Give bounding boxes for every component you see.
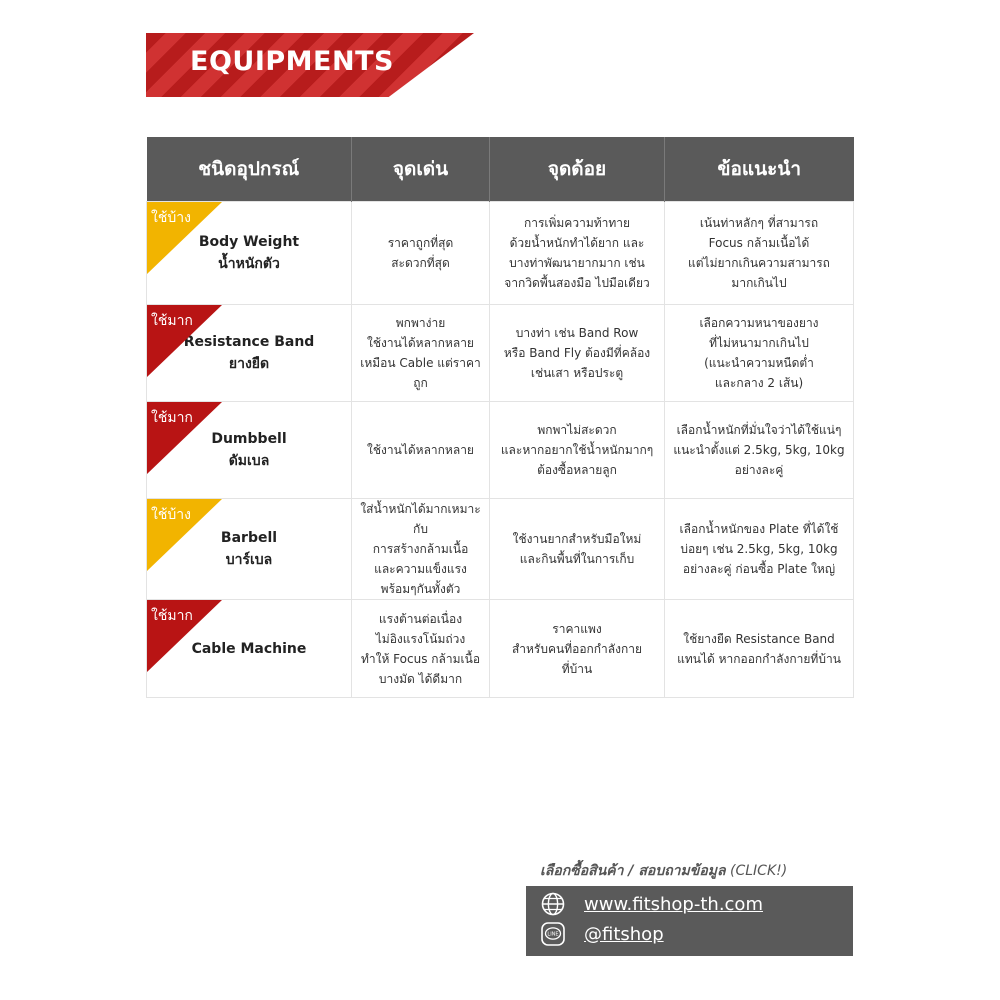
cons-line: เช่นเสา หรือประตู bbox=[530, 366, 624, 380]
table-row bbox=[147, 305, 854, 402]
pros-line: พกพาง่าย bbox=[395, 316, 446, 330]
cons-line: บางท่าพัฒนายากมาก เช่น bbox=[509, 256, 645, 270]
usage-tag: ใช้บ้าง bbox=[151, 507, 191, 523]
pros-line: พร้อมๆกันทั้งตัว bbox=[380, 582, 461, 596]
pros-line: ใช้งานได้หลากหลาย bbox=[367, 336, 474, 350]
pros-cell bbox=[352, 202, 490, 305]
pros-line: ทำให้ Focus กล้ามเนื้อ bbox=[360, 651, 481, 666]
equipment-name-en: Body Weight bbox=[198, 234, 300, 250]
cons-line: จากวิดพื้นสองมือ ไปมือเดียว bbox=[504, 276, 650, 290]
usage-tag: ใช้มาก bbox=[151, 313, 193, 329]
pros-line: ใส่น้ำหนักได้มากเหมาะกับ bbox=[360, 502, 481, 536]
column-header-tips: ข้อแนะนำ bbox=[665, 137, 854, 202]
pros-cell bbox=[352, 600, 490, 698]
pros-line: เหมือน Cable แต่ราคาถูก bbox=[360, 356, 481, 390]
equipment-name-th: น้ำหนักตัว bbox=[218, 256, 280, 272]
cons-line: และกินพื้นที่ในการเก็บ bbox=[519, 552, 635, 566]
contact-box bbox=[526, 886, 853, 956]
tips-line: Focus กล้ามเนื้อได้ bbox=[708, 236, 810, 250]
cons-line: การเพิ่มความท้าทาย bbox=[523, 216, 631, 230]
tips-line: ที่ไม่หนามากเกินไป bbox=[709, 336, 809, 350]
line-icon-text: LINE bbox=[547, 931, 559, 938]
pros-line: ไม่อิงแรงโน้มถ่วง bbox=[375, 631, 466, 646]
line-row[interactable] bbox=[540, 920, 664, 948]
cons-cell bbox=[490, 305, 665, 402]
column-header-cons: จุดด้อย bbox=[490, 137, 665, 202]
cons-line: ราคาแพง bbox=[552, 621, 602, 636]
cons-line: บางท่า เช่น Band Row bbox=[515, 326, 639, 340]
cta-text[interactable] bbox=[540, 860, 787, 882]
tips-cell bbox=[665, 202, 854, 305]
usage-tag: ใช้มาก bbox=[151, 608, 193, 624]
tips-line: เลือกน้ำหนักของ Plate ที่ได้ใช้ bbox=[679, 522, 839, 536]
tips-line: เน้นท่าหลักๆ ที่สามารถ bbox=[699, 216, 819, 230]
cons-line: หรือ Band Fly ต้องมีที่คล้อง bbox=[503, 346, 651, 360]
column-header-pros: จุดเด่น bbox=[352, 137, 490, 202]
equipment-name-en: Cable Machine bbox=[191, 640, 307, 657]
pros-cell bbox=[352, 402, 490, 499]
equipment-name-en: Barbell bbox=[220, 530, 278, 546]
tips-line: (แนะนำความหนืดต่ำ bbox=[704, 356, 814, 370]
equipment-name-th: บาร์เบล bbox=[225, 552, 273, 568]
pros-line: ใช้งานได้หลากหลาย bbox=[367, 443, 474, 457]
pros-line: และความแข็งแรง bbox=[374, 562, 467, 576]
tips-line: เลือกน้ำหนักที่มั่นใจว่าได้ใช้แน่ๆ bbox=[676, 423, 842, 437]
equipment-name-en: Dumbbell bbox=[211, 431, 287, 447]
cons-line: สำหรับคนที่ออกกำลังกาย bbox=[511, 641, 643, 656]
pros-line: บางมัด ได้ดีมาก bbox=[378, 671, 463, 686]
equipment-cell bbox=[147, 402, 352, 499]
website-row[interactable] bbox=[540, 890, 763, 918]
tips-line: และกลาง 2 เส้น) bbox=[714, 376, 804, 390]
pros-cell bbox=[352, 499, 490, 600]
equipment-table bbox=[146, 137, 854, 698]
cta-click: (CLICK!) bbox=[730, 863, 788, 879]
tips-line: เลือกความหนาของยาง bbox=[699, 316, 819, 330]
table-row bbox=[147, 600, 854, 698]
cons-line: ใช้งานยากสำหรับมือใหม่ bbox=[512, 532, 642, 546]
pros-line: สะดวกที่สุด bbox=[391, 256, 450, 270]
page-title: EQUIPMENTS bbox=[190, 46, 394, 77]
equipment-name-th: ยางยืด bbox=[228, 356, 270, 372]
tips-cell bbox=[665, 600, 854, 698]
tips-line: บ่อยๆ เช่น 2.5kg, 5kg, 10kg bbox=[680, 542, 838, 556]
equipment-cell bbox=[147, 305, 352, 402]
tips-line: อย่างละคู่ bbox=[734, 463, 784, 477]
usage-tag: ใช้มาก bbox=[151, 410, 193, 426]
usage-tag: ใช้บ้าง bbox=[151, 210, 191, 226]
cons-line: และหากอยากใช้น้ำหนักมากๆ bbox=[500, 443, 654, 457]
cons-cell bbox=[490, 499, 665, 600]
tips-line: แทนได้ หากออกกำลังกายที่บ้าน bbox=[677, 651, 841, 666]
equipment-cell bbox=[147, 499, 352, 600]
cons-line: ต้องซื้อหลายลูก bbox=[537, 463, 617, 477]
tips-line: แนะนำตั้งแต่ 2.5kg, 5kg, 10kg bbox=[673, 443, 845, 457]
equipment-cell bbox=[147, 202, 352, 305]
pros-line: ราคาถูกที่สุด bbox=[387, 236, 454, 250]
equipment-cell bbox=[147, 600, 352, 698]
tips-line: มากเกินไป bbox=[731, 276, 787, 290]
cons-line: พกพาไม่สะดวก bbox=[537, 423, 617, 437]
tips-line: อย่างละคู่ ก่อนซื้อ Plate ใหญ่ bbox=[682, 562, 836, 576]
tips-cell bbox=[665, 402, 854, 499]
cons-cell bbox=[490, 402, 665, 499]
cta-label: เลือกซื้อสินค้า / สอบถามข้อมูล bbox=[540, 863, 726, 879]
table-row bbox=[147, 202, 854, 305]
tips-line: ใช้ยางยืด Resistance Band bbox=[683, 631, 835, 646]
cons-line: ที่บ้าน bbox=[561, 661, 593, 676]
pros-cell bbox=[352, 305, 490, 402]
table-row bbox=[147, 499, 854, 600]
column-header-equipment: ชนิดอุปกรณ์ bbox=[147, 137, 352, 202]
line-id-link[interactable]: @fitshop bbox=[584, 923, 664, 945]
globe-icon bbox=[540, 891, 566, 917]
cons-cell bbox=[490, 600, 665, 698]
line-icon bbox=[540, 921, 566, 947]
tips-cell bbox=[665, 305, 854, 402]
cons-cell bbox=[490, 202, 665, 305]
equipment-name-th: ดัมเบล bbox=[228, 453, 270, 469]
pros-line: การสร้างกล้ามเนื้อ bbox=[372, 542, 469, 556]
table-row bbox=[147, 402, 854, 499]
tips-cell bbox=[665, 499, 854, 600]
pros-line: แรงต้านต่อเนื่อง bbox=[378, 611, 463, 626]
equipment-name-en: Resistance Band bbox=[183, 334, 315, 350]
tips-line: แต่ไม่ยากเกินความสามารถ bbox=[688, 256, 830, 270]
cons-line: ด้วยน้ำหนักทำได้ยาก และ bbox=[509, 236, 645, 250]
table-header-row bbox=[147, 137, 854, 202]
website-link[interactable]: www.fitshop-th.com bbox=[584, 893, 763, 915]
